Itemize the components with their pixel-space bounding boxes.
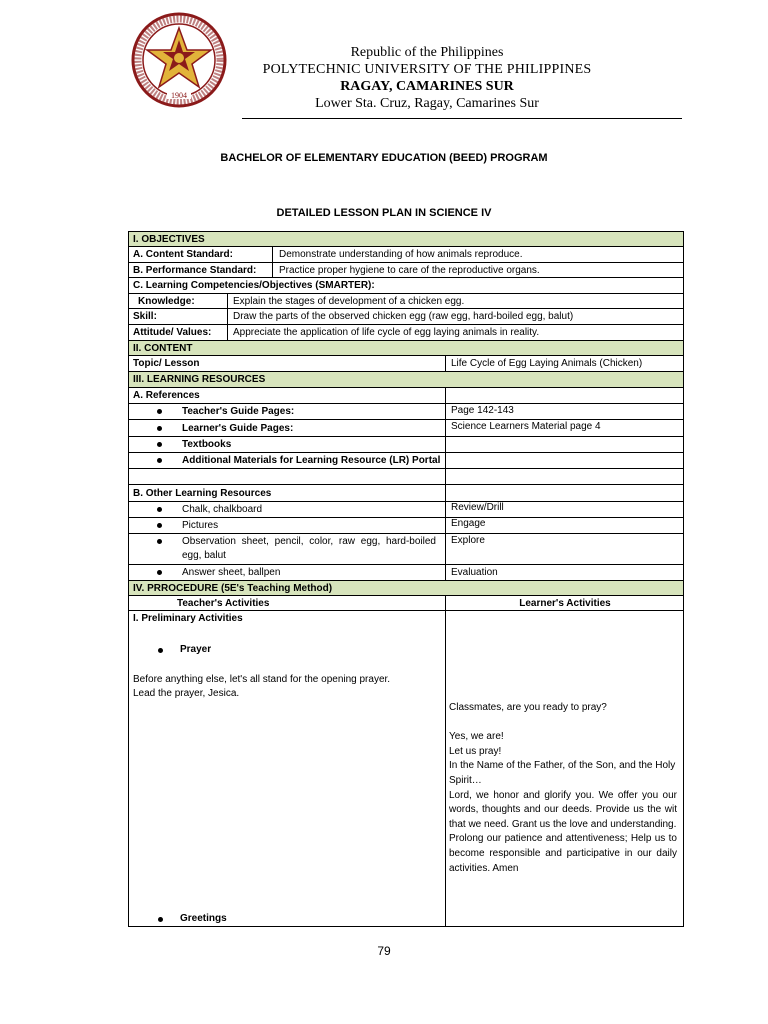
procedure-body bbox=[129, 611, 683, 927]
learner-line: Let us pray! bbox=[449, 745, 502, 757]
lesson-plan-table bbox=[128, 231, 684, 927]
program-title: BACHELOR OF ELEMENTARY EDUCATION (BEED) PROGRAM bbox=[220, 152, 548, 164]
republic-line: Republic of the Philippines bbox=[350, 45, 504, 60]
section-label: I. OBJECTIVES bbox=[133, 233, 205, 245]
table-row: Knowledge: Explain the stages of development of a chicken egg. bbox=[129, 294, 683, 309]
table-row: Chalk, chalkboard Review/Drill bbox=[129, 502, 683, 518]
table-row: Answer sheet, ballpen Evaluation bbox=[129, 565, 683, 581]
greetings-heading: Greetings bbox=[180, 913, 227, 924]
table-row: Attitude/ Values: Appreciate the application of life cycle of egg laying animals in reality. bbox=[129, 325, 683, 341]
table-row: Additional Materials for Learning Resource (LR) Portal bbox=[129, 453, 683, 469]
campus-address: Lower Sta. Cruz, Ragay, Camarines Sur bbox=[315, 96, 539, 111]
table-row: B. Other Learning Resources bbox=[129, 485, 683, 502]
teacher-prayer-line: Lead the prayer, Jesica. bbox=[133, 688, 240, 699]
section-procedure: IV. PRROCEDURE (5E's Teaching Method) bbox=[129, 581, 683, 596]
campus-name: RAGAY, CAMARINES SUR bbox=[340, 79, 514, 94]
lesson-plan-title: DETAILED LESSON PLAN IN SCIENCE IV bbox=[276, 207, 492, 219]
learner-column-header: Learner's Activities bbox=[519, 597, 611, 609]
table-row: Observation sheet, pencil, color, raw egg, hard-boiled egg, balut Explore bbox=[129, 534, 683, 565]
table-row: Learner's Guide Pages: Science Learners Material page 4 bbox=[129, 420, 683, 437]
table-row bbox=[129, 469, 683, 485]
university-seal-logo bbox=[131, 12, 227, 108]
page-number: 79 bbox=[377, 944, 391, 958]
letterhead bbox=[240, 44, 614, 112]
learner-line: Yes, we are! bbox=[449, 731, 504, 743]
table-row: A. Content Standard: Demonstrate understanding of how animals reproduce. bbox=[129, 247, 683, 263]
learner-line: In the Name of the Father, of the Son, and the Holy Spirit… bbox=[449, 760, 676, 786]
table-row bbox=[129, 596, 683, 611]
section-objectives bbox=[129, 232, 683, 247]
table-row: A. References bbox=[129, 388, 683, 404]
learner-line: Lord, we honor and glorify you. We offer you our words, thoughts and our deeds. Provide us the wit that we need. Grant us the love and understanding. bbox=[449, 789, 677, 830]
prayer-heading: Prayer bbox=[180, 644, 212, 655]
table-row: Pictures Engage bbox=[129, 518, 683, 534]
learner-line: Classmates, are you ready to pray? bbox=[449, 702, 607, 713]
university-name: POLYTECHNIC UNIVERSITY OF THE PHILIPPINES bbox=[262, 62, 592, 77]
teacher-column-header: Teacher's Activities bbox=[177, 597, 270, 609]
table-row: Skill: Draw the parts of the observed chicken egg (raw egg, hard-boiled egg, balut) bbox=[129, 309, 683, 325]
learner-line: Prolong our patience and attentiveness; Help us to become responsible and participative in our daily activities. Amen bbox=[449, 833, 677, 874]
table-row: Topic/ Lesson Life Cycle of Egg Laying Animals (Chicken) bbox=[129, 356, 683, 372]
header-divider bbox=[242, 118, 682, 119]
table-row: C. Learning Competencies/Objectives (SMARTER): bbox=[129, 278, 683, 294]
table-row: B. Performance Standard: Practice proper hygiene to care of the reproductive organs. bbox=[129, 263, 683, 278]
svg-text:1904: 1904 bbox=[171, 91, 187, 100]
teacher-prayer-line: Before anything else, let's all stand for the opening prayer. bbox=[133, 674, 391, 685]
preliminary-heading: I. Preliminary Activities bbox=[133, 613, 243, 624]
section-resources: III. LEARNING RESOURCES bbox=[129, 372, 683, 388]
table-row: Teacher's Guide Pages: Page 142-143 bbox=[129, 404, 683, 420]
section-content: II. CONTENT bbox=[129, 341, 683, 356]
table-row: Textbooks bbox=[129, 437, 683, 453]
